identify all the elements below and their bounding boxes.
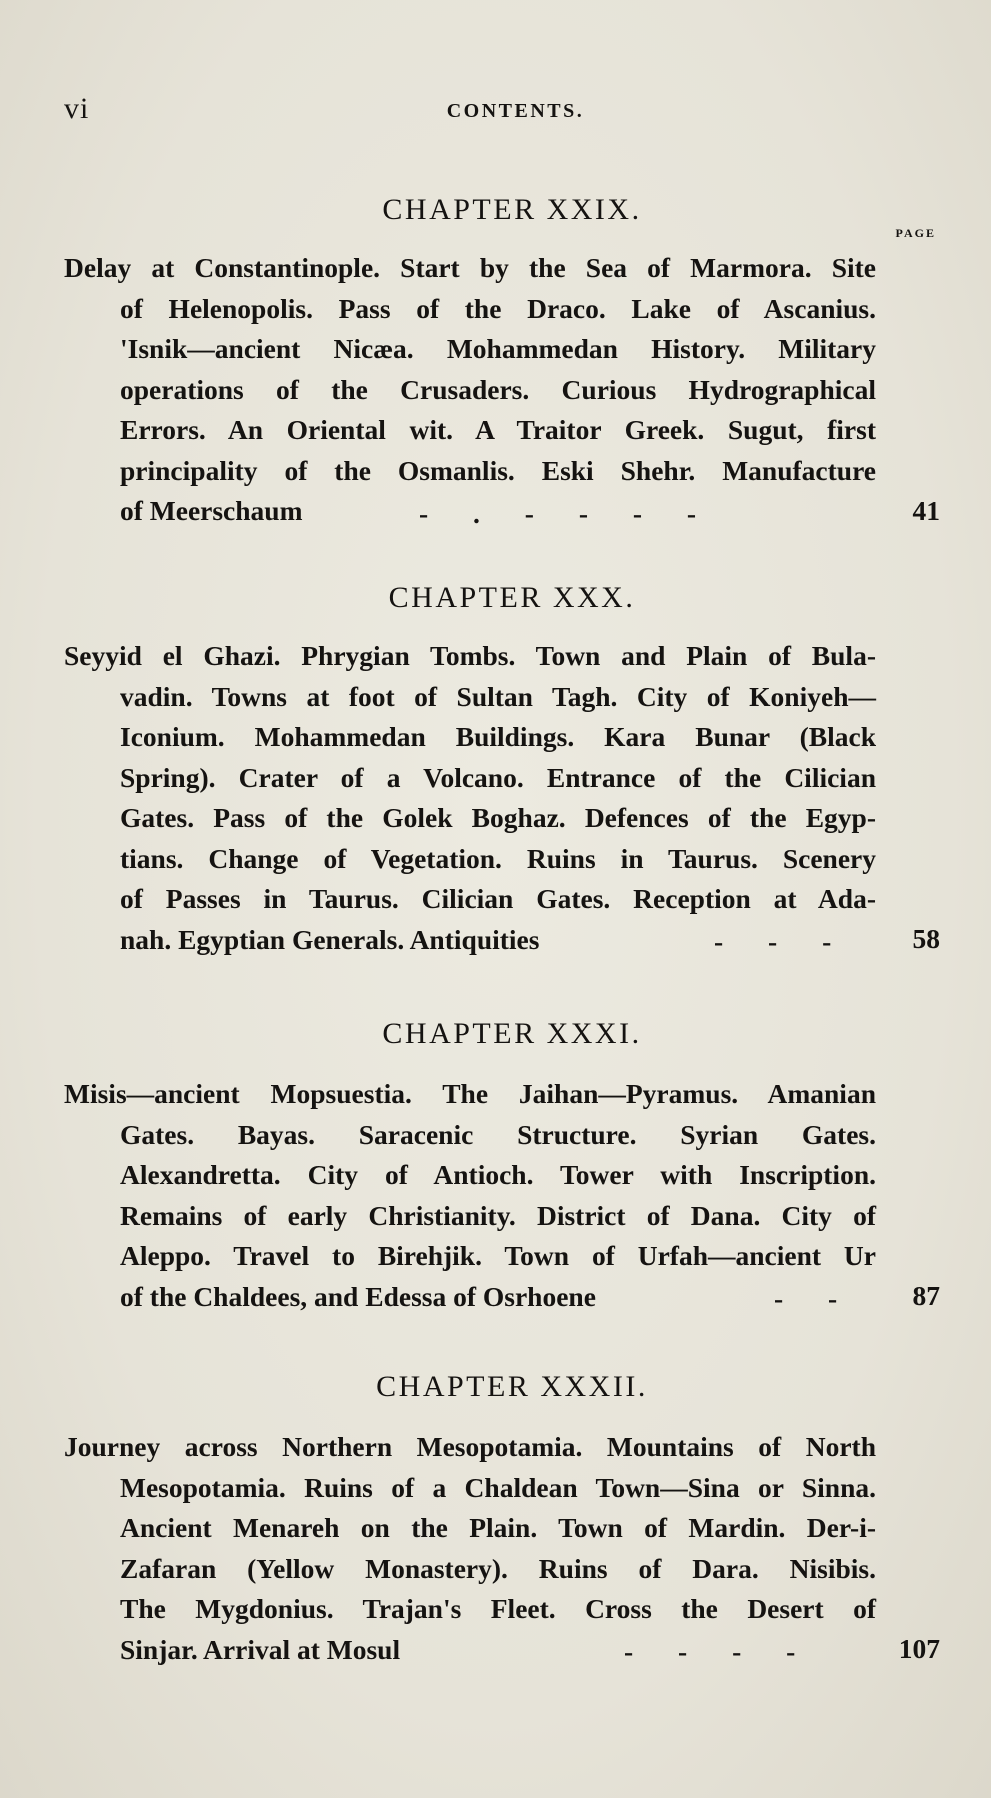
running-title: CONTENTS. (446, 100, 585, 122)
page-reference: 41 (912, 495, 940, 526)
running-head (64, 92, 927, 132)
summary-line: nah. Egyptian Generals. Antiquities (120, 923, 540, 955)
summary-line: principality of the Osmanlis. Eski Shehr. Manufacture (120, 454, 876, 486)
summary-line: Gates. Pass of the Golek Boghaz. Defences of the Egyp- (120, 802, 876, 833)
summary-line: operations of the Crusaders. Curious Hydrographical (120, 373, 876, 405)
summary-line: Errors. An Oriental wit. A Traitor Greek. Sugut, first (120, 414, 876, 445)
summary-line: Remains of early Christianity. District of Dana. City of (120, 1199, 876, 1231)
summary-line: Delay at Constantinople. Start by the Sea of Marmora. Site (64, 252, 876, 283)
chapter-xxxii (64, 1367, 940, 1670)
summary-line: of Helenopolis. Pass of the Draco. Lake of Ascanius. (120, 292, 876, 324)
summary-line: Seyyid el Ghazi. Phrygian Tombs. Town and Plain of Bula- (64, 640, 876, 671)
summary-line: of Meerschaum (120, 495, 303, 526)
chapter-title: CHAPTER XXXII. (376, 1370, 648, 1403)
summary-line: Gates. Bayas. Saracenic Structure. Syrian Gates. (120, 1118, 876, 1150)
summary-line: Ancient Menareh on the Plain. Town of Mardin. Der-i- (120, 1512, 876, 1543)
summary-line: vadin. Towns at foot of Sultan Tagh. City of Koniyeh— (120, 680, 876, 712)
chapter-xxix (64, 190, 940, 532)
summary-line: Iconium. Mohammedan Buildings. Kara Bunar (Black (120, 721, 876, 752)
page-column-label: PAGE (895, 226, 936, 240)
summary-line: Zafaran (Yellow Monastery). Ruins of Dara. Nisibis. (120, 1552, 876, 1584)
chapter-title: CHAPTER XXX. (388, 581, 636, 614)
chapter-title: CHAPTER XXIX. (382, 193, 642, 226)
page-reference: 87 (912, 1280, 940, 1311)
dot-leader: - - - - (624, 1636, 796, 1667)
dot-leader: - - - (714, 926, 832, 957)
chapter-xxx (64, 578, 940, 960)
chapter-title: CHAPTER XXXI. (382, 1017, 642, 1050)
chapter-xxxi (64, 1014, 940, 1317)
summary-line: Journey across Northern Mesopotamia. Mountains of North (64, 1431, 876, 1462)
summary-line: 'Isnik—ancient Nicæa. Mohammedan History. Military (120, 333, 876, 364)
summary-line: Sinjar. Arrival at Mosul (120, 1633, 401, 1665)
chapter-summary (64, 1074, 940, 1317)
page-reference: 58 (912, 923, 940, 954)
summary-line: Spring). Crater of a Volcano. Entrance of the Cilician (120, 761, 876, 793)
summary-line: Mesopotamia. Ruins of a Chaldean Town—Sina or Sinna. (120, 1471, 876, 1503)
page-number: vi (64, 92, 90, 125)
summary-line: Aleppo. Travel to Birehjik. Town of Urfah—ancient Ur (120, 1240, 876, 1271)
summary-line: The Mygdonius. Trajan's Fleet. Cross the Desert of (120, 1593, 876, 1624)
page-reference: 107 (898, 1633, 940, 1664)
chapter-summary (64, 1427, 940, 1670)
chapter-summary (64, 248, 940, 532)
dot-leader: - . - - - - (419, 498, 697, 529)
dot-leader: - - (774, 1283, 838, 1314)
summary-line: Misis—ancient Mopsuestia. The Jaihan—Pyramus. Amanian (64, 1078, 876, 1109)
summary-line: of the Chaldees, and Edessa of Osrhoene (120, 1280, 596, 1312)
summary-line: Alexandretta. City of Antioch. Tower with Inscription. (120, 1159, 876, 1190)
summary-line: of Passes in Taurus. Cilician Gates. Reception at Ada- (120, 883, 876, 914)
summary-line: tians. Change of Vegetation. Ruins in Taurus. Scenery (120, 842, 876, 874)
chapter-summary (64, 636, 940, 960)
